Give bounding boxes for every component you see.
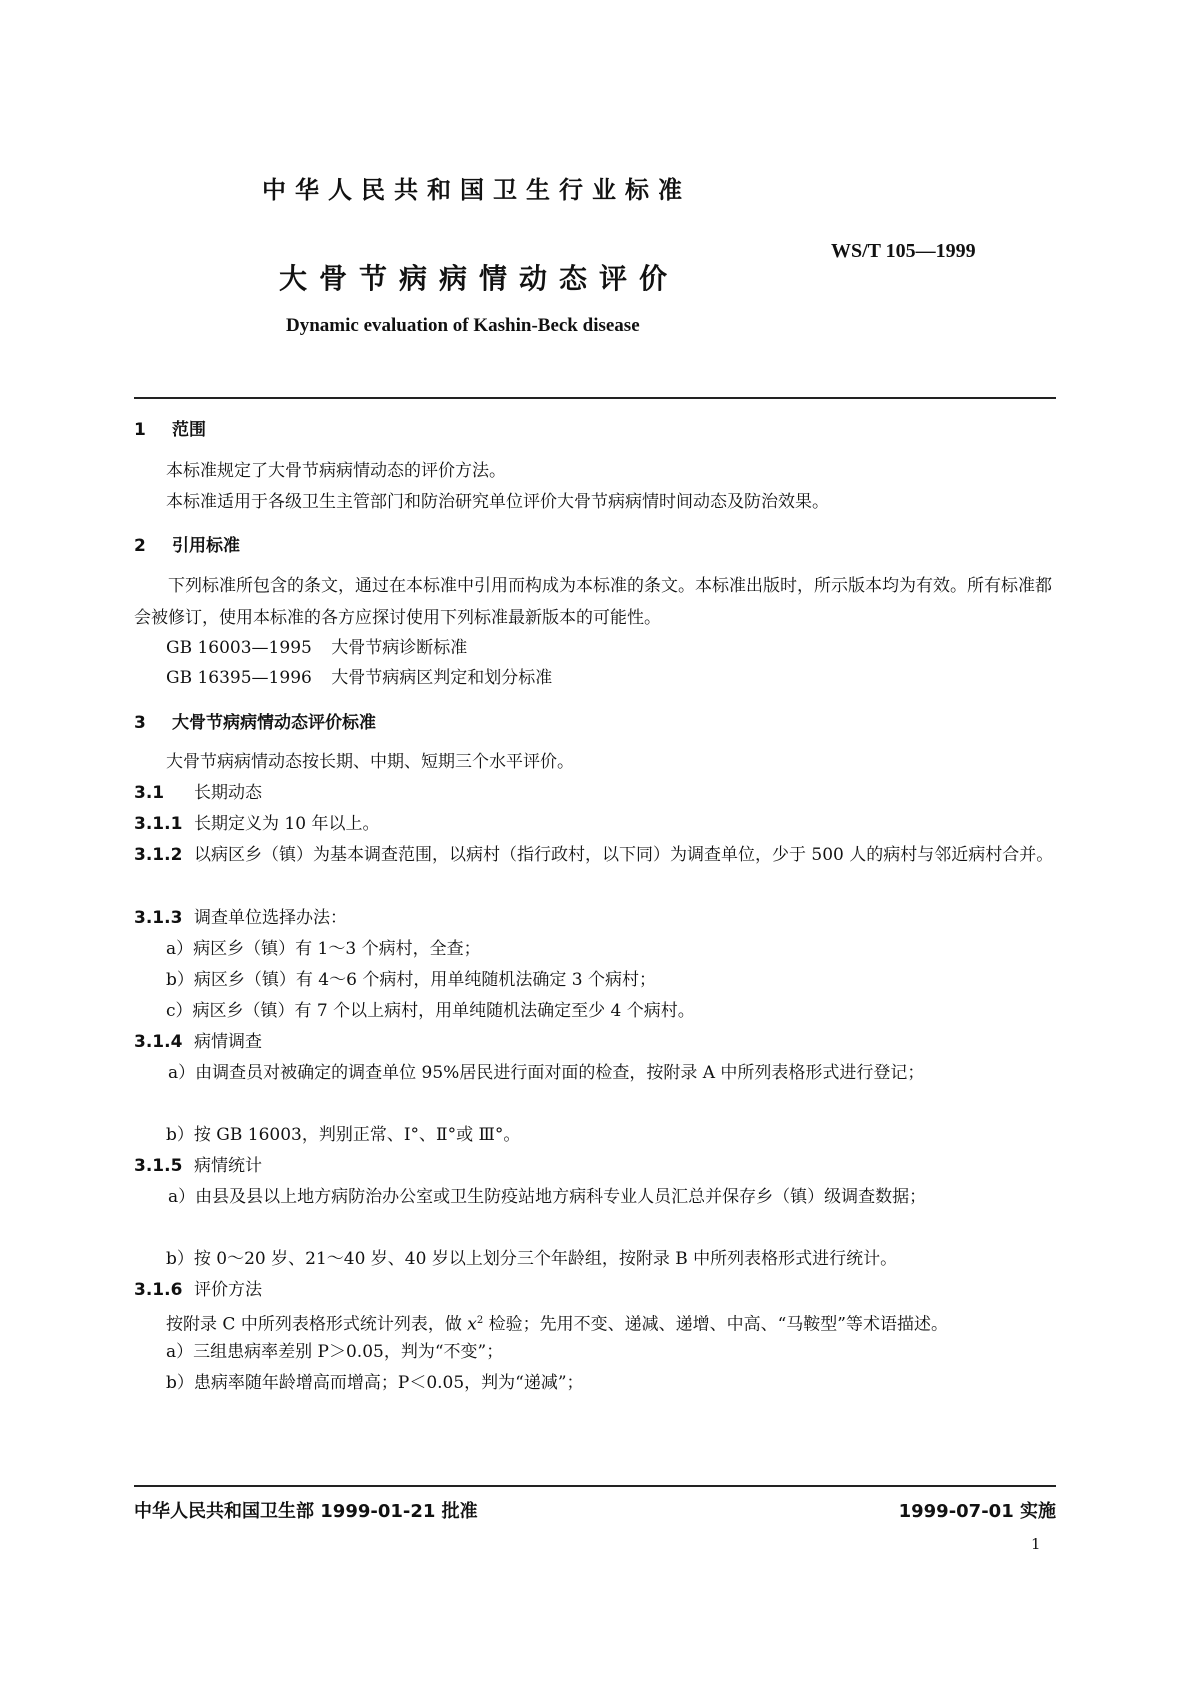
- list-item-a: a）病区乡（镇）有 1～3 个病村，全查；: [166, 939, 481, 959]
- clause-3-1-3: [134, 902, 347, 934]
- clause-3-1-1: [134, 808, 379, 840]
- clause-text: 病情统计: [194, 1156, 262, 1176]
- clause-3-1-5: [134, 1150, 262, 1182]
- clause-text: 病情调查: [194, 1032, 262, 1052]
- s1-paragraph-2: 本标准适用于各级卫生主管部门和防治研究单位评价大骨节病病情时间动态及防治效果。: [166, 492, 829, 512]
- clause-number: 3.1.3: [134, 908, 183, 928]
- clause-number: 3.1.5: [134, 1156, 183, 1176]
- s2-paragraph-1: 下列标准所包含的条文，通过在本标准中引用而构成为本标准的条文。本标准出版时，所示版本均为有效。所有标准都会被修订，使用本标准的各方应探讨使用下列标准最新版本的可能性。: [134, 576, 1052, 628]
- clause-text: 以病区乡（镇）为基本调查范围，以病村（指行政村，以下同）为调查单位，少于 500 人的病村与邻近病村合并。: [194, 845, 1054, 865]
- section-number: 3: [134, 713, 146, 733]
- text-fragment: 按附录 C 中所列表格形式统计列表，做: [166, 1314, 468, 1335]
- top-divider: [134, 397, 1056, 399]
- standard-code: WS/T 105—1999: [831, 240, 976, 262]
- s3-intro: 大骨节病病情动态按长期、中期、短期三个水平评价。: [166, 752, 574, 772]
- section-number: 1: [134, 420, 146, 440]
- clause-number: 3.1.2: [134, 845, 183, 865]
- clause-number: 3.1.6: [134, 1280, 183, 1300]
- s1-paragraph-1: 本标准规定了大骨节病病情动态的评价方法。: [166, 461, 506, 481]
- section-3-heading: [134, 708, 376, 733]
- section-1-heading: [134, 415, 206, 440]
- list-item-b: b）按 0～20 岁、21～40 岁、40 岁以上划分三个年龄组，按附录 B 中所列表格形式进行统计。: [166, 1249, 898, 1269]
- list-item-a: a）由县及县以上地方病防治办公室或卫生防疫站地方病科专业人员汇总并保存乡（镇）级调查数据；: [168, 1187, 927, 1207]
- clause-3-1-2: [134, 839, 1056, 871]
- list-item-c: c）病区乡（镇）有 7 个以上病村，用单纯随机法确定至少 4 个病村。: [166, 1001, 695, 1021]
- reference-1: [166, 632, 467, 664]
- clause-text: 评价方法: [194, 1280, 262, 1300]
- clause-text: 长期定义为 10 年以上。: [194, 814, 380, 834]
- clause-3-1-4: [134, 1026, 262, 1058]
- section-title: 范围: [172, 420, 206, 440]
- reference-title: 大骨节病诊断标准: [331, 638, 468, 658]
- list-item-b: b）病区乡（镇）有 4～6 个病村，用单纯随机法确定 3 个病村；: [166, 970, 656, 990]
- list-item-a: a）三组患病率差别 P＞0.05，判为“不变”；: [166, 1342, 504, 1362]
- clause-number: 3.1.4: [134, 1032, 183, 1052]
- reference-2: [166, 662, 552, 694]
- clause-text: 调查单位选择办法：: [194, 908, 347, 928]
- reference-title: 大骨节病病区判定和划分标准: [331, 668, 553, 688]
- section-number: 2: [134, 536, 146, 556]
- section-title: 大骨节病病情动态评价标准: [172, 713, 376, 733]
- clause-number: 3.1: [134, 783, 165, 803]
- document-title: 大骨节病病情动态评价: [279, 262, 680, 295]
- list-item-b: b）按 GB 16003，判别正常、Ⅰ°、Ⅱ°或 Ⅲ°。: [166, 1125, 521, 1145]
- reference-code: GB 16003—1995: [166, 638, 312, 658]
- standard-category: 中华人民共和国卫生行业标准: [262, 176, 691, 204]
- text-fragment: 检验；先用不变、递减、递增、中高、“马鞍型”等术语描述。: [483, 1314, 948, 1335]
- english-title: Dynamic evaluation of Kashin-Beck disease: [286, 315, 640, 336]
- clause-text: 长期动态: [194, 783, 262, 803]
- clause-number: 3.1.1: [134, 814, 183, 834]
- section-title: 引用标准: [172, 536, 240, 556]
- list-item-b: b）患病率随年龄增高而增高；P＜0.05，判为“递减”；: [166, 1373, 584, 1393]
- chi-square-symbol: x: [467, 1314, 477, 1335]
- reference-code: GB 16395—1996: [166, 668, 312, 688]
- implementation-date: 1999-07-01 实施: [898, 1501, 1056, 1522]
- clause-3-1: [134, 777, 262, 809]
- bottom-divider: [134, 1485, 1056, 1487]
- approval-line: 中华人民共和国卫生部 1999-01-21 批准: [134, 1501, 478, 1522]
- section-2-heading: [134, 531, 240, 556]
- clause-3-1-6: [134, 1274, 262, 1306]
- superscript: 2: [476, 1315, 484, 1326]
- page-number: 1: [1031, 1535, 1041, 1553]
- list-item-a: a）由调查员对被确定的调查单位 95%居民进行面对面的检查，按附录 A 中所列表格形式进行登记；: [168, 1063, 925, 1083]
